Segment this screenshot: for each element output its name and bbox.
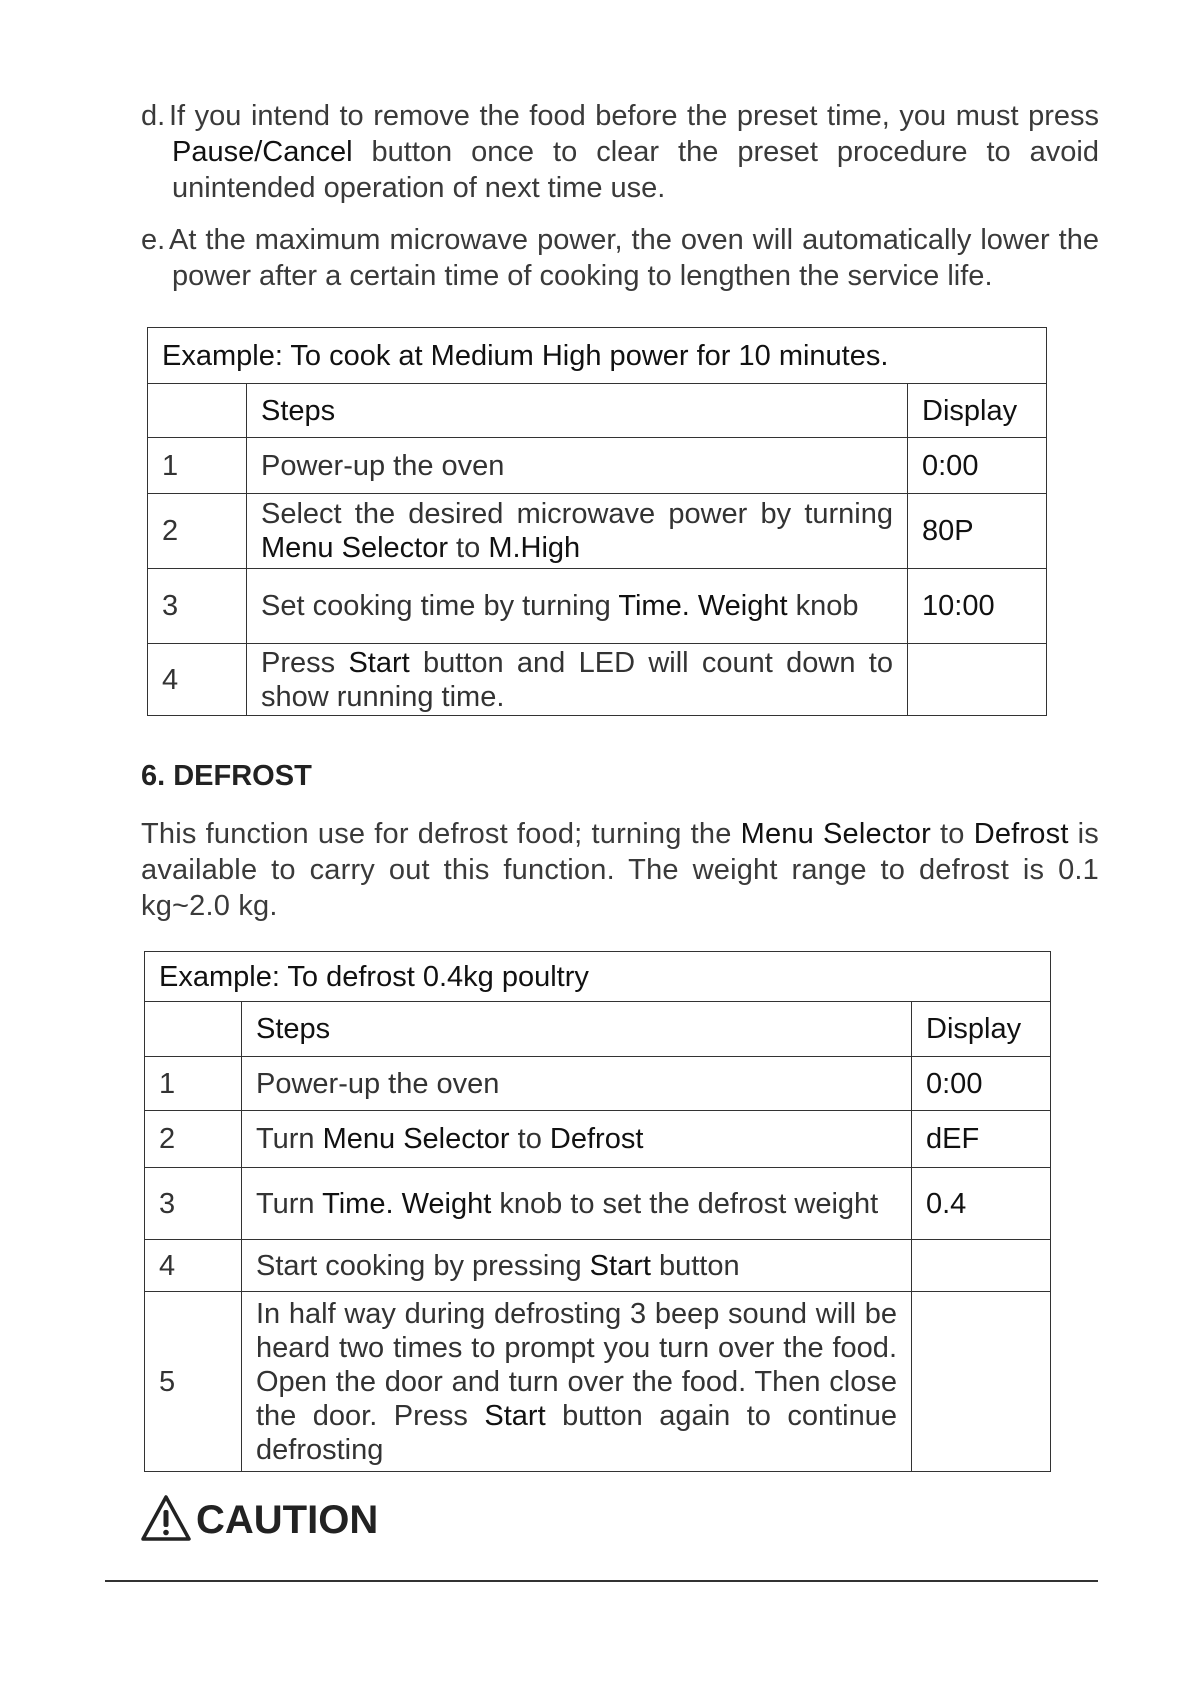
- list-marker: d.: [141, 100, 166, 132]
- caution-label: CAUTION: [196, 1498, 379, 1542]
- table-row: 1 Power-up the oven 0:00: [148, 438, 1047, 494]
- table-row: 1 Power-up the oven 0:00: [145, 1057, 1051, 1111]
- list-marker: e.: [141, 224, 166, 256]
- table-row: 4 Start cooking by pressing Start button: [145, 1240, 1051, 1292]
- table-row: 5 In half way during defrosting 3 beep sound will be heard two times to prompt you turn over the food. Open the door and turn over the food. Then close the door. Press Start button again to continue defrosting: [145, 1292, 1051, 1472]
- steps-header: Steps: [247, 384, 908, 438]
- list-item-e: e. At the maximum microwave power, the oven will automatically lower the power after a certain time of cooking to lengthen the service life.: [141, 224, 1099, 292]
- table-title: Example: To defrost 0.4kg poultry: [145, 952, 1051, 1002]
- display-header: Display: [912, 1002, 1051, 1057]
- example-table-cook: [147, 327, 1047, 716]
- footer-divider: [105, 1580, 1098, 1582]
- defrost-description: This function use for defrost food; turning the Menu Selector to Defrost is available to carry out this function. The weight range to defrost is 0.1 kg~2.0 kg.: [141, 818, 1099, 922]
- pause-cancel-term: Pause/Cancel: [172, 136, 353, 168]
- table-row: 3 Turn Time. Weight knob to set the defrost weight 0.4: [145, 1168, 1051, 1240]
- caution-header: [140, 1494, 378, 1547]
- table-row: 3 Set cooking time by turning Time. Weight knob 10:00: [148, 569, 1047, 644]
- list-item-d: d. If you intend to remove the food before the preset time, you must press Pause/Cancel button once to clear the preset procedure to avoid unintended operation of next time use.: [141, 100, 1099, 204]
- section-heading-defrost: 6. DEFROST: [141, 760, 312, 792]
- table-row: 2 Turn Menu Selector to Defrost dEF: [145, 1111, 1051, 1168]
- table-title: Example: To cook at Medium High power for 10 minutes.: [148, 328, 1047, 384]
- steps-header: Steps: [242, 1002, 912, 1057]
- example-table-defrost: [144, 951, 1051, 1472]
- table-row: 2 Select the desired microwave power by turning Menu Selector to M.High 80P: [148, 494, 1047, 569]
- warning-triangle-icon: [140, 1494, 192, 1547]
- display-header: Display: [908, 384, 1047, 438]
- table-row: 4 Press Start button and LED will count down to show running time.: [148, 644, 1047, 716]
